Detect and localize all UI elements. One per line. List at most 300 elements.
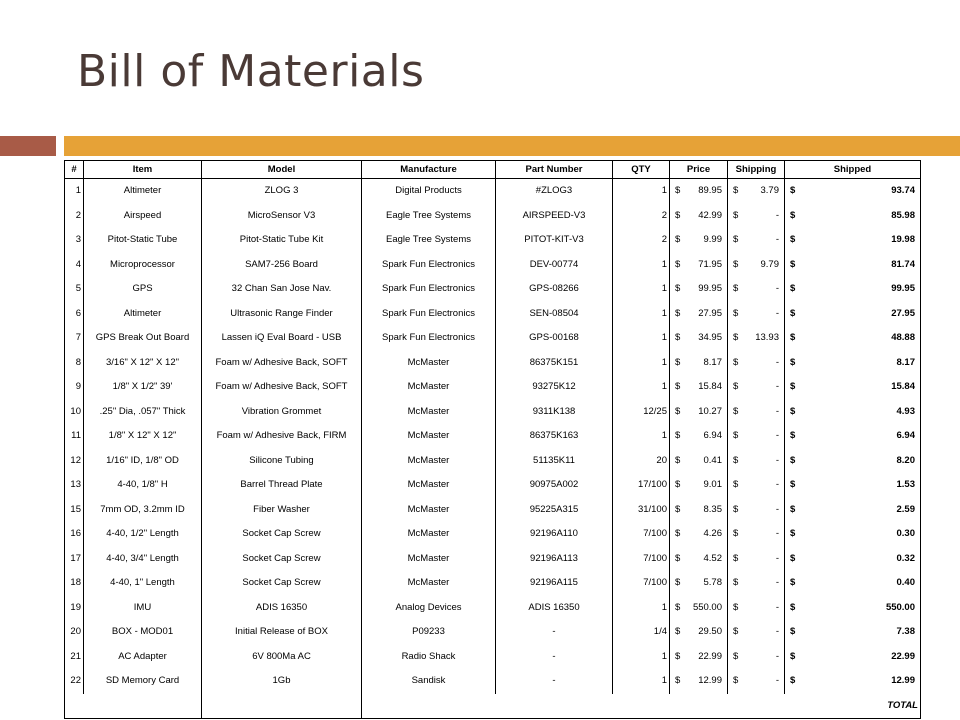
currency-symbol: $ — [790, 479, 796, 491]
item-cell: 3/16" X 12" X 12" — [84, 351, 202, 376]
currency-symbol: $ — [790, 209, 796, 221]
manufacture-cell: McMaster — [362, 375, 496, 400]
model-cell: Pitot-Static Tube Kit — [202, 228, 362, 253]
shipping-cell — [728, 302, 785, 327]
currency-symbol: $ — [733, 650, 739, 662]
table-row — [65, 400, 921, 425]
qty-cell: 31/100 — [613, 498, 670, 523]
price-cell — [670, 596, 728, 621]
part-number-cell: - — [496, 620, 613, 645]
currency-symbol: $ — [675, 577, 681, 589]
shipped-cell-value: 15.84 — [891, 381, 915, 393]
currency-symbol: $ — [675, 332, 681, 344]
table-header-row — [65, 161, 921, 179]
model-cell: Socket Cap Screw — [202, 571, 362, 596]
manufacture-cell: Radio Shack — [362, 645, 496, 670]
shipping-cell-value: - — [775, 454, 779, 466]
header-col-shipping: Shipping — [728, 161, 785, 179]
shipped-cell — [785, 424, 921, 449]
currency-symbol: $ — [733, 552, 739, 564]
shipped-cell-value: 93.74 — [891, 185, 915, 197]
currency-symbol: $ — [733, 356, 739, 368]
price-cell — [670, 326, 728, 351]
table-row — [65, 253, 921, 278]
table-row — [65, 620, 921, 645]
currency-symbol: $ — [675, 405, 681, 417]
price-cell — [670, 498, 728, 523]
qty-cell: 1 — [613, 669, 670, 694]
total-blank-cell — [202, 694, 362, 719]
part-number-cell: 90975A002 — [496, 473, 613, 498]
currency-symbol: $ — [790, 234, 796, 246]
currency-symbol: $ — [790, 405, 796, 417]
row-number: 2 — [65, 204, 84, 229]
shipping-cell — [728, 669, 785, 694]
shipping-cell-value: - — [775, 528, 779, 540]
currency-symbol: $ — [733, 405, 739, 417]
qty-cell: 7/100 — [613, 571, 670, 596]
price-cell-value: 0.41 — [703, 454, 722, 466]
shipping-cell-value: - — [775, 430, 779, 442]
currency-symbol: $ — [733, 209, 739, 221]
row-number: 12 — [65, 449, 84, 474]
item-cell: .25" Dia, .057" Thick — [84, 400, 202, 425]
qty-cell: 1 — [613, 277, 670, 302]
model-cell: Silicone Tubing — [202, 449, 362, 474]
manufacture-cell: Spark Fun Electronics — [362, 253, 496, 278]
shipped-cell-value: 8.20 — [896, 454, 915, 466]
currency-symbol: $ — [675, 430, 681, 442]
shipped-cell-value: 48.88 — [891, 332, 915, 344]
price-cell — [670, 473, 728, 498]
model-cell: Vibration Grommet — [202, 400, 362, 425]
row-number: 11 — [65, 424, 84, 449]
manufacture-cell: McMaster — [362, 449, 496, 474]
shipping-cell — [728, 204, 785, 229]
qty-cell: 1 — [613, 326, 670, 351]
manufacture-cell: McMaster — [362, 522, 496, 547]
price-cell — [670, 277, 728, 302]
currency-symbol: $ — [790, 601, 796, 613]
shipping-cell-value: - — [775, 503, 779, 515]
qty-cell: 12/25 — [613, 400, 670, 425]
shipped-cell — [785, 351, 921, 376]
currency-symbol: $ — [675, 626, 681, 638]
table-row — [65, 522, 921, 547]
currency-symbol: $ — [733, 283, 739, 295]
shipping-cell — [728, 473, 785, 498]
currency-symbol: $ — [790, 283, 796, 295]
currency-symbol: $ — [675, 283, 681, 295]
row-number: 20 — [65, 620, 84, 645]
model-cell: Lassen iQ Eval Board - USB — [202, 326, 362, 351]
qty-cell: 17/100 — [613, 473, 670, 498]
currency-symbol: $ — [675, 454, 681, 466]
currency-symbol: $ — [790, 307, 796, 319]
shipping-cell — [728, 571, 785, 596]
currency-symbol: $ — [733, 479, 739, 491]
part-number-cell: - — [496, 669, 613, 694]
currency-symbol: $ — [790, 577, 796, 589]
header-col-num: # — [65, 161, 84, 179]
price-cell — [670, 449, 728, 474]
price-cell-value: 4.26 — [703, 528, 722, 540]
qty-cell: 1 — [613, 375, 670, 400]
qty-cell: 1/4 — [613, 620, 670, 645]
price-cell — [670, 571, 728, 596]
currency-symbol: $ — [733, 332, 739, 344]
table-row — [65, 645, 921, 670]
shipped-cell-value: 2.59 — [896, 503, 915, 515]
qty-cell: 1 — [613, 596, 670, 621]
shipped-cell-value: 7.38 — [896, 626, 915, 638]
currency-symbol: $ — [790, 356, 796, 368]
shipping-cell-value: - — [775, 405, 779, 417]
row-number: 7 — [65, 326, 84, 351]
part-number-cell: 86375K163 — [496, 424, 613, 449]
row-number: 15 — [65, 498, 84, 523]
item-cell: IMU — [84, 596, 202, 621]
shipped-cell — [785, 228, 921, 253]
currency-symbol: $ — [733, 307, 739, 319]
part-number-cell: 51135K11 — [496, 449, 613, 474]
item-cell: Microprocessor — [84, 253, 202, 278]
price-cell-value: 5.78 — [703, 577, 722, 589]
shipping-cell-value: - — [775, 552, 779, 564]
shipped-cell-value: 6.94 — [896, 430, 915, 442]
currency-symbol: $ — [675, 185, 681, 197]
qty-cell: 2 — [613, 204, 670, 229]
qty-cell: 1 — [613, 351, 670, 376]
table-row — [65, 302, 921, 327]
model-cell: ZLOG 3 — [202, 179, 362, 204]
shipping-cell-value: - — [775, 307, 779, 319]
currency-symbol: $ — [675, 234, 681, 246]
currency-symbol: $ — [733, 234, 739, 246]
currency-symbol: $ — [675, 528, 681, 540]
manufacture-cell: McMaster — [362, 571, 496, 596]
qty-cell: 7/100 — [613, 522, 670, 547]
currency-symbol: $ — [790, 185, 796, 197]
table-row — [65, 326, 921, 351]
currency-symbol: $ — [675, 601, 681, 613]
qty-cell: 2 — [613, 228, 670, 253]
shipping-cell-value: - — [775, 650, 779, 662]
model-cell: Foam w/ Adhesive Back, SOFT — [202, 351, 362, 376]
shipping-cell — [728, 424, 785, 449]
shipped-cell — [785, 669, 921, 694]
price-cell-value: 89.95 — [698, 185, 722, 197]
item-cell: 4-40, 3/4" Length — [84, 547, 202, 572]
row-number: 3 — [65, 228, 84, 253]
currency-symbol: $ — [675, 381, 681, 393]
shipping-cell — [728, 253, 785, 278]
price-cell-value: 99.95 — [698, 283, 722, 295]
table-row — [65, 375, 921, 400]
price-cell-value: 8.35 — [703, 503, 722, 515]
shipping-cell — [728, 449, 785, 474]
table-row — [65, 669, 921, 694]
shipped-cell — [785, 375, 921, 400]
part-number-cell: AIRSPEED-V3 — [496, 204, 613, 229]
manufacture-cell: Analog Devices — [362, 596, 496, 621]
shipped-cell-value: 0.30 — [896, 528, 915, 540]
currency-symbol: $ — [733, 381, 739, 393]
price-cell — [670, 424, 728, 449]
part-number-cell: PITOT-KIT-V3 — [496, 228, 613, 253]
part-number-cell: #ZLOG3 — [496, 179, 613, 204]
page-title: Bill of Materials — [77, 46, 425, 97]
row-number: 18 — [65, 571, 84, 596]
table-body — [65, 179, 921, 719]
price-cell — [670, 253, 728, 278]
shipped-cell-value: 19.98 — [891, 234, 915, 246]
currency-symbol: $ — [675, 356, 681, 368]
shipped-cell — [785, 302, 921, 327]
part-number-cell: GPS-08266 — [496, 277, 613, 302]
price-cell-value: 12.99 — [698, 675, 722, 687]
model-cell: Initial Release of BOX — [202, 620, 362, 645]
part-number-cell: 92196A115 — [496, 571, 613, 596]
part-number-cell: 92196A113 — [496, 547, 613, 572]
bill-of-materials-table — [64, 160, 921, 719]
model-cell: Socket Cap Screw — [202, 547, 362, 572]
currency-symbol: $ — [675, 209, 681, 221]
table-row — [65, 204, 921, 229]
shipped-cell — [785, 253, 921, 278]
item-cell: 1/16" ID, 1/8" OD — [84, 449, 202, 474]
table-row — [65, 179, 921, 204]
model-cell: MicroSensor V3 — [202, 204, 362, 229]
shipped-cell-value: 1.53 — [896, 479, 915, 491]
table-row — [65, 498, 921, 523]
qty-cell: 1 — [613, 302, 670, 327]
table-row — [65, 571, 921, 596]
currency-symbol: $ — [733, 185, 739, 197]
part-number-cell: 92196A110 — [496, 522, 613, 547]
price-cell — [670, 302, 728, 327]
shipping-cell — [728, 277, 785, 302]
shipped-cell-value: 85.98 — [891, 209, 915, 221]
manufacture-cell: McMaster — [362, 547, 496, 572]
manufacture-cell: McMaster — [362, 400, 496, 425]
shipping-cell — [728, 596, 785, 621]
price-cell — [670, 669, 728, 694]
shipped-cell — [785, 498, 921, 523]
shipping-cell — [728, 400, 785, 425]
price-cell — [670, 228, 728, 253]
shipping-cell-value: - — [775, 577, 779, 589]
currency-symbol: $ — [790, 258, 796, 270]
item-cell: 4-40, 1/8" H — [84, 473, 202, 498]
model-cell: Socket Cap Screw — [202, 522, 362, 547]
currency-symbol: $ — [733, 675, 739, 687]
item-cell: Pitot-Static Tube — [84, 228, 202, 253]
header-col-price: Price — [670, 161, 728, 179]
price-cell — [670, 547, 728, 572]
model-cell: 1Gb — [202, 669, 362, 694]
price-cell — [670, 375, 728, 400]
item-cell: 4-40, 1" Length — [84, 571, 202, 596]
shipped-cell — [785, 522, 921, 547]
currency-symbol: $ — [733, 503, 739, 515]
model-cell: ADIS 16350 — [202, 596, 362, 621]
currency-symbol: $ — [675, 258, 681, 270]
shipped-cell — [785, 571, 921, 596]
shipped-cell — [785, 547, 921, 572]
shipped-cell — [785, 449, 921, 474]
part-number-cell: GPS-00168 — [496, 326, 613, 351]
header-col-item: Item — [84, 161, 202, 179]
manufacture-cell: McMaster — [362, 473, 496, 498]
header-col-part-number: Part Number — [496, 161, 613, 179]
shipping-cell-value: - — [775, 675, 779, 687]
model-cell: Fiber Washer — [202, 498, 362, 523]
price-cell — [670, 179, 728, 204]
row-number: 17 — [65, 547, 84, 572]
shipping-cell-value: - — [775, 283, 779, 295]
currency-symbol: $ — [790, 503, 796, 515]
qty-cell: 1 — [613, 645, 670, 670]
currency-symbol: $ — [675, 503, 681, 515]
table-row — [65, 596, 921, 621]
price-cell — [670, 522, 728, 547]
currency-symbol: $ — [733, 454, 739, 466]
shipping-cell-value: - — [775, 209, 779, 221]
shipped-cell-value: 550.00 — [885, 601, 915, 613]
shipping-cell — [728, 498, 785, 523]
shipping-cell-value: - — [775, 626, 779, 638]
row-number: 22 — [65, 669, 84, 694]
currency-symbol: $ — [790, 430, 796, 442]
table-row — [65, 351, 921, 376]
item-cell: GPS Break Out Board — [84, 326, 202, 351]
total-spacer-cell — [362, 694, 785, 719]
price-cell-value: 550.00 — [692, 601, 722, 613]
price-cell-value: 9.99 — [703, 234, 722, 246]
part-number-cell: 9311K138 — [496, 400, 613, 425]
model-cell: 6V 800Ma AC — [202, 645, 362, 670]
part-number-cell: DEV-00774 — [496, 253, 613, 278]
shipped-cell — [785, 645, 921, 670]
price-cell-value: 42.99 — [698, 209, 722, 221]
item-cell: 4-40, 1/2" Length — [84, 522, 202, 547]
part-number-cell: 86375K151 — [496, 351, 613, 376]
table-row — [65, 547, 921, 572]
currency-symbol: $ — [733, 528, 739, 540]
price-cell-value: 8.17 — [703, 356, 722, 368]
qty-cell: 20 — [613, 449, 670, 474]
price-cell-value: 4.52 — [703, 552, 722, 564]
row-number: 21 — [65, 645, 84, 670]
part-number-cell: 93275K12 — [496, 375, 613, 400]
row-number: 8 — [65, 351, 84, 376]
currency-symbol: $ — [675, 650, 681, 662]
shipped-cell-value: 0.32 — [896, 552, 915, 564]
shipped-cell-value: 27.95 — [891, 307, 915, 319]
item-cell: BOX - MOD01 — [84, 620, 202, 645]
item-cell: 1/8" X 1/2" 39' — [84, 375, 202, 400]
currency-symbol: $ — [790, 454, 796, 466]
price-cell-value: 6.94 — [703, 430, 722, 442]
shipped-cell — [785, 204, 921, 229]
row-number: 16 — [65, 522, 84, 547]
shipping-cell — [728, 351, 785, 376]
price-cell — [670, 645, 728, 670]
total-label: TOTAL — [785, 694, 921, 719]
shipping-cell-value: - — [775, 601, 779, 613]
shipped-cell — [785, 620, 921, 645]
manufacture-cell: Spark Fun Electronics — [362, 326, 496, 351]
shipped-cell — [785, 400, 921, 425]
currency-symbol: $ — [733, 577, 739, 589]
qty-cell: 7/100 — [613, 547, 670, 572]
model-cell: Foam w/ Adhesive Back, FIRM — [202, 424, 362, 449]
header-col-shipped: Shipped — [785, 161, 921, 179]
manufacture-cell: Sandisk — [362, 669, 496, 694]
accent-bar-left — [0, 136, 56, 156]
price-cell-value: 29.50 — [698, 626, 722, 638]
price-cell — [670, 204, 728, 229]
price-cell-value: 10.27 — [698, 405, 722, 417]
shipped-cell-value: 4.93 — [896, 405, 915, 417]
row-number: 5 — [65, 277, 84, 302]
shipping-cell — [728, 547, 785, 572]
currency-symbol: $ — [790, 626, 796, 638]
shipped-cell — [785, 596, 921, 621]
shipping-cell-value: 9.79 — [760, 258, 779, 270]
item-cell: 1/8" X 12" X 12" — [84, 424, 202, 449]
shipping-cell — [728, 179, 785, 204]
row-number: 19 — [65, 596, 84, 621]
table-row — [65, 228, 921, 253]
currency-symbol: $ — [675, 675, 681, 687]
manufacture-cell: P09233 — [362, 620, 496, 645]
model-cell: Barrel Thread Plate — [202, 473, 362, 498]
qty-cell: 1 — [613, 253, 670, 278]
total-blank-cell — [65, 694, 202, 719]
currency-symbol: $ — [790, 528, 796, 540]
manufacture-cell: Digital Products — [362, 179, 496, 204]
total-row — [65, 694, 921, 719]
model-cell: SAM7-256 Board — [202, 253, 362, 278]
currency-symbol: $ — [675, 479, 681, 491]
shipping-cell-value: - — [775, 479, 779, 491]
price-cell-value: 9.01 — [703, 479, 722, 491]
item-cell: Airspeed — [84, 204, 202, 229]
item-cell: 7mm OD, 3.2mm ID — [84, 498, 202, 523]
row-number: 6 — [65, 302, 84, 327]
shipped-cell — [785, 179, 921, 204]
shipping-cell — [728, 228, 785, 253]
price-cell-value: 27.95 — [698, 307, 722, 319]
table-row — [65, 424, 921, 449]
item-cell: AC Adapter — [84, 645, 202, 670]
manufacture-cell: Spark Fun Electronics — [362, 302, 496, 327]
shipped-cell — [785, 326, 921, 351]
item-cell: SD Memory Card — [84, 669, 202, 694]
currency-symbol: $ — [790, 332, 796, 344]
shipped-cell-value: 12.99 — [891, 675, 915, 687]
shipped-cell — [785, 473, 921, 498]
manufacture-cell: McMaster — [362, 498, 496, 523]
shipped-cell-value: 8.17 — [896, 356, 915, 368]
price-cell-value: 34.95 — [698, 332, 722, 344]
shipping-cell-value: 13.93 — [755, 332, 779, 344]
shipping-cell — [728, 326, 785, 351]
shipping-cell-value: - — [775, 234, 779, 246]
currency-symbol: $ — [675, 552, 681, 564]
